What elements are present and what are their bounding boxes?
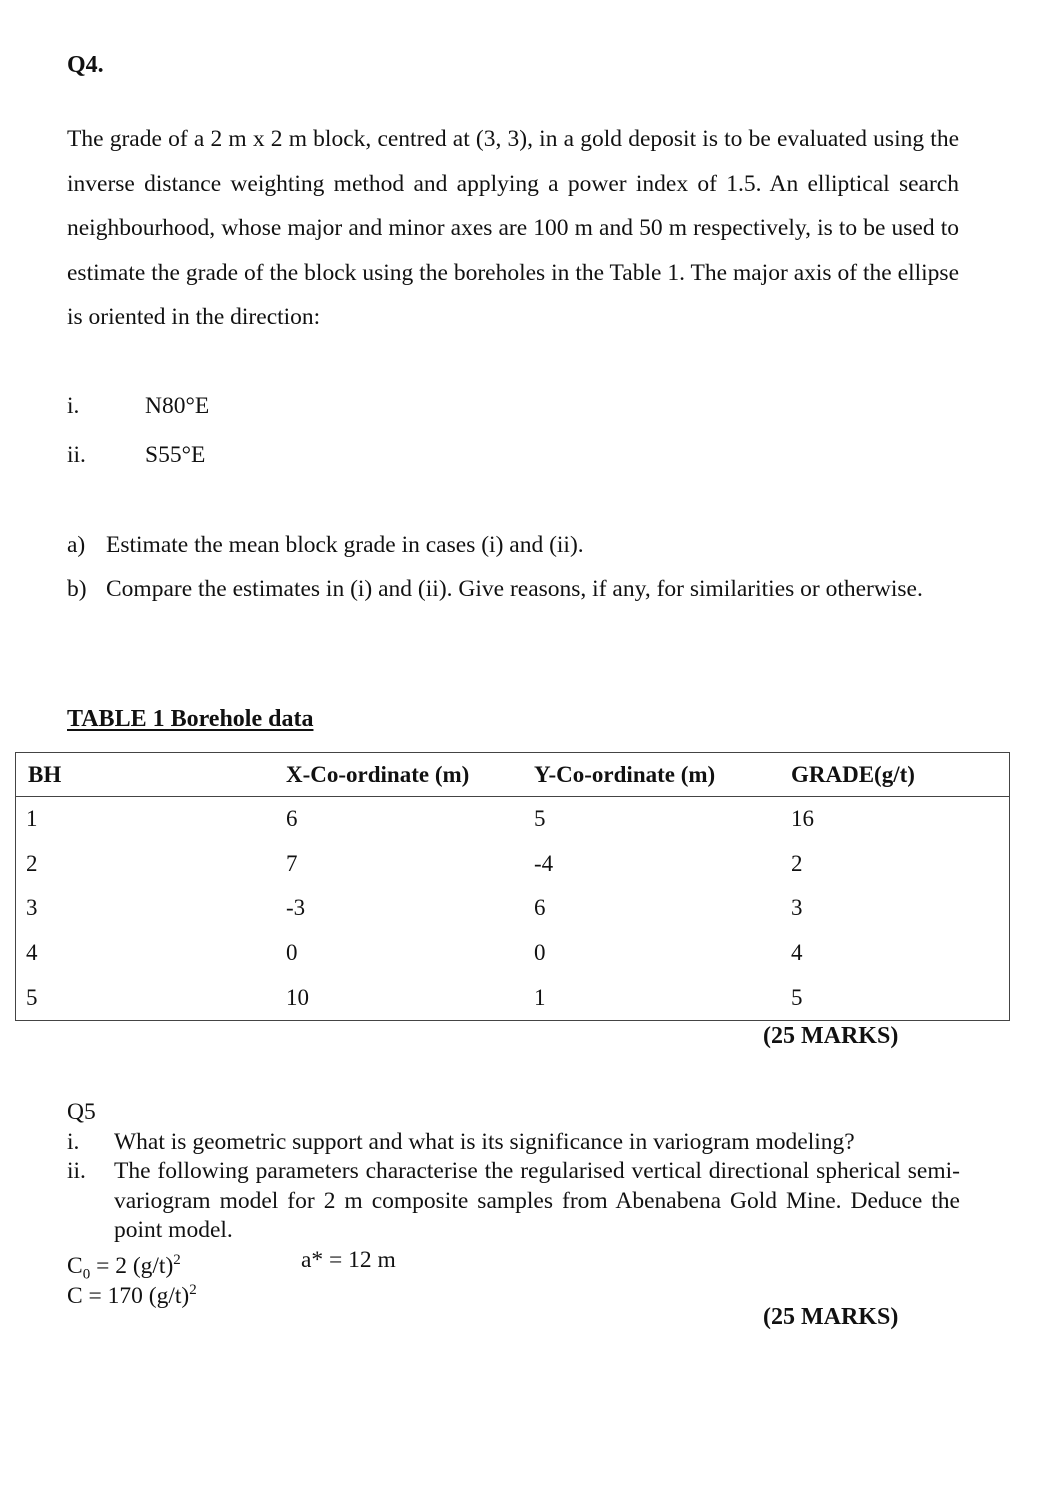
cell-grade: 2 — [791, 850, 803, 876]
task-label: a) — [67, 532, 86, 558]
cell-grade: 3 — [791, 895, 803, 921]
cell-x: 0 — [286, 940, 298, 966]
q4-marks: (25 MARKS) — [763, 1023, 899, 1049]
table-title: TABLE 1 Borehole data — [67, 706, 314, 732]
table-row — [16, 797, 1010, 842]
table-row — [16, 886, 1010, 931]
cell-x: 10 — [286, 984, 309, 1010]
param-c0-subscript: 0 — [82, 1266, 91, 1283]
table-header-row — [16, 753, 1010, 797]
param-c-value: C = 170 (g/t) — [67, 1282, 190, 1309]
q5-item-text: What is geometric support and what is its significance in variogram modeling? — [114, 1129, 855, 1155]
q4-heading: Q4. — [67, 52, 104, 78]
table-row — [16, 931, 1010, 976]
cell-bh: 1 — [26, 806, 38, 832]
cell-grade: 16 — [791, 806, 814, 832]
task-text: Compare the estimates in (i) and (ii). Give reasons, if any, for similarities or otherwise. — [106, 576, 923, 602]
header-grade: GRADE(g/t) — [779, 753, 1010, 797]
cell-bh: 3 — [26, 895, 38, 921]
table-row — [16, 975, 1010, 1020]
q5-marks: (25 MARKS) — [763, 1304, 899, 1330]
cell-y: 6 — [534, 895, 546, 921]
cell-y: 1 — [534, 984, 546, 1010]
cell-y: 0 — [534, 940, 546, 966]
direction-item-ii — [67, 442, 367, 472]
task-b — [67, 567, 959, 657]
header-bh: BH — [16, 753, 275, 797]
q5-heading: Q5 — [67, 1099, 96, 1125]
param-c0-superscript: 2 — [173, 1252, 181, 1268]
cell-y: 5 — [534, 806, 546, 832]
cell-x: 7 — [286, 850, 298, 876]
table-row — [16, 842, 1010, 887]
cell-grade: 5 — [791, 984, 803, 1010]
q4-paragraph: The grade of a 2 m x 2 m block, centred at (3, 3), in a gold deposit is to be evaluated using the inverse distance weighting method and applying a power index of 1.5. An elliptical search neighbourhood, whose major and minor axes are 100 m and 50 m respectively, is to be used to estimate the grade of the block using the boreholes in the Table 1. The major axis of the ellipse is oriented in the direction: — [67, 126, 959, 330]
q5-item-i — [67, 1128, 960, 1158]
param-c0-symbol: C — [67, 1252, 83, 1279]
cell-grade: 4 — [791, 940, 803, 966]
cell-x: 6 — [286, 806, 298, 832]
param-c0-value: = 2 (g/t) — [90, 1252, 174, 1279]
header-x: X-Co-ordinate (m) — [274, 753, 522, 797]
cell-bh: 2 — [26, 850, 38, 876]
q5-item-number: i. — [67, 1129, 80, 1155]
cell-x: -3 — [286, 895, 306, 921]
task-a — [67, 523, 959, 568]
cell-y: -4 — [534, 850, 554, 876]
direction-text: S55°E — [145, 442, 206, 468]
cell-bh: 5 — [26, 984, 38, 1010]
cell-bh: 4 — [26, 940, 38, 966]
task-text: Estimate the mean block grade in cases (i) and (ii). — [106, 532, 584, 558]
task-label: b) — [67, 576, 87, 602]
direction-number: ii. — [67, 442, 86, 468]
param-c-superscript: 2 — [189, 1282, 197, 1298]
q5-item-text: The following parameters characterise the regularised vertical directional spherical semi-variogram model for 2 m composite samples from Abenabena Gold Mine. Deduce the point model. — [114, 1158, 960, 1243]
q5-item-number: ii. — [67, 1158, 86, 1184]
direction-number: i. — [67, 393, 80, 419]
param-c — [67, 1276, 197, 1311]
header-y: Y-Co-ordinate (m) — [522, 753, 779, 797]
q5-item-ii — [67, 1157, 960, 1247]
direction-item-i — [67, 393, 367, 423]
param-a-star: a* = 12 m — [301, 1247, 396, 1273]
direction-text: N80°E — [145, 393, 210, 419]
borehole-table — [15, 752, 1010, 1021]
